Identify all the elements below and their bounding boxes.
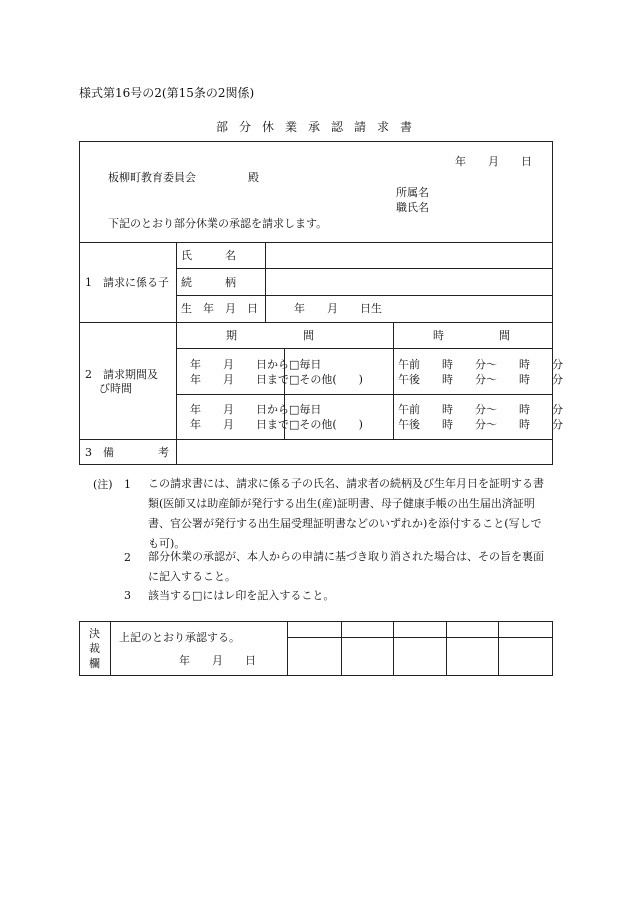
- remarks-input[interactable]: [177, 440, 552, 464]
- pm-time-range[interactable]: 午後 時 分〜 時 分: [398, 373, 563, 386]
- time-column-header: 時 間: [433, 329, 510, 342]
- birthdate-input[interactable]: 年 月 日生: [294, 302, 382, 315]
- document-title: 部分休業承認請求書: [216, 120, 424, 134]
- child-name-label: 氏 名: [181, 249, 236, 262]
- seal-cell[interactable]: [499, 638, 552, 675]
- relationship-input[interactable]: [266, 269, 552, 295]
- daily-checkbox[interactable]: □毎日: [289, 358, 322, 371]
- request-statement: 下記のとおり部分休業の承認を請求します。: [108, 217, 328, 230]
- period-from[interactable]: 年 月 日から: [190, 403, 289, 416]
- approval-date-field[interactable]: 年 月 日: [179, 654, 256, 667]
- note-text: この請求書には、請求に係る子の氏名、請求者の続柄及び生年月日を証明する書類(医師又は助産師が発行する出生(産)証明書、母子健康手帳の出生届出済証明書、官公署が発行する出生届受理証明書などのいずれか)を添付すること(写しでも可)。: [148, 477, 544, 550]
- child-name-input[interactable]: [266, 243, 552, 268]
- period-from[interactable]: 年 月 日から: [190, 358, 289, 371]
- other-checkbox[interactable]: □その他( ): [289, 418, 363, 431]
- decision-label-char: 欄: [89, 657, 100, 670]
- daily-checkbox[interactable]: □毎日: [289, 403, 322, 416]
- divider: [176, 394, 553, 395]
- divider: [110, 621, 111, 676]
- decision-label-char: 裁: [89, 642, 100, 655]
- note-text: 該当する□にはレ印を記入すること。: [148, 589, 335, 602]
- divider: [176, 242, 177, 465]
- note-number: 3: [124, 589, 131, 602]
- addressee: 板柳町教育委員会: [108, 171, 196, 184]
- seal-cell[interactable]: [342, 638, 392, 675]
- note-number: 2: [124, 551, 131, 564]
- seal-cell[interactable]: [394, 638, 445, 675]
- relationship-label: 続 柄: [181, 276, 236, 289]
- am-time-range[interactable]: 午前 時 分〜 時 分: [398, 358, 563, 371]
- other-checkbox[interactable]: □その他( ): [289, 373, 363, 386]
- note-number: 1: [124, 478, 131, 491]
- section1-heading: 1 請求に係る子: [85, 276, 169, 289]
- section2-heading-line1: 2 請求期間及: [85, 368, 158, 381]
- notes-prefix: (注): [93, 478, 113, 491]
- divider: [176, 348, 553, 349]
- position-name-field[interactable]: 職氏名: [396, 201, 429, 214]
- divider: [79, 322, 553, 323]
- am-time-range[interactable]: 午前 時 分〜 時 分: [398, 403, 563, 416]
- divider: [393, 322, 394, 439]
- request-date-field[interactable]: 年 月 日: [455, 155, 532, 168]
- period-to[interactable]: 年 月 日まで: [190, 373, 289, 386]
- seal-cell[interactable]: [288, 638, 340, 675]
- department-field[interactable]: 所属名: [396, 186, 429, 199]
- period-column-header: 期 間: [226, 329, 314, 342]
- period-to[interactable]: 年 月 日まで: [190, 418, 289, 431]
- note-text: 部分休業の承認が、本人からの申請に基づき取り消された場合は、その旨を裏面に記入すること。: [148, 550, 544, 583]
- section2-heading-line2: び時間: [99, 382, 132, 395]
- approval-text: 上記のとおり承認する。: [119, 631, 240, 644]
- decision-label-char: 決: [89, 627, 100, 640]
- seal-cell[interactable]: [447, 638, 497, 675]
- form-number: 様式第16号の2(第15条の2関係): [79, 86, 255, 100]
- birthdate-label: 生 年 月 日: [181, 302, 258, 315]
- pm-time-range[interactable]: 午後 時 分〜 時 分: [398, 418, 563, 431]
- divider: [176, 295, 553, 296]
- section3-heading: 3 備 考: [85, 446, 169, 459]
- honorific: 殿: [248, 171, 259, 184]
